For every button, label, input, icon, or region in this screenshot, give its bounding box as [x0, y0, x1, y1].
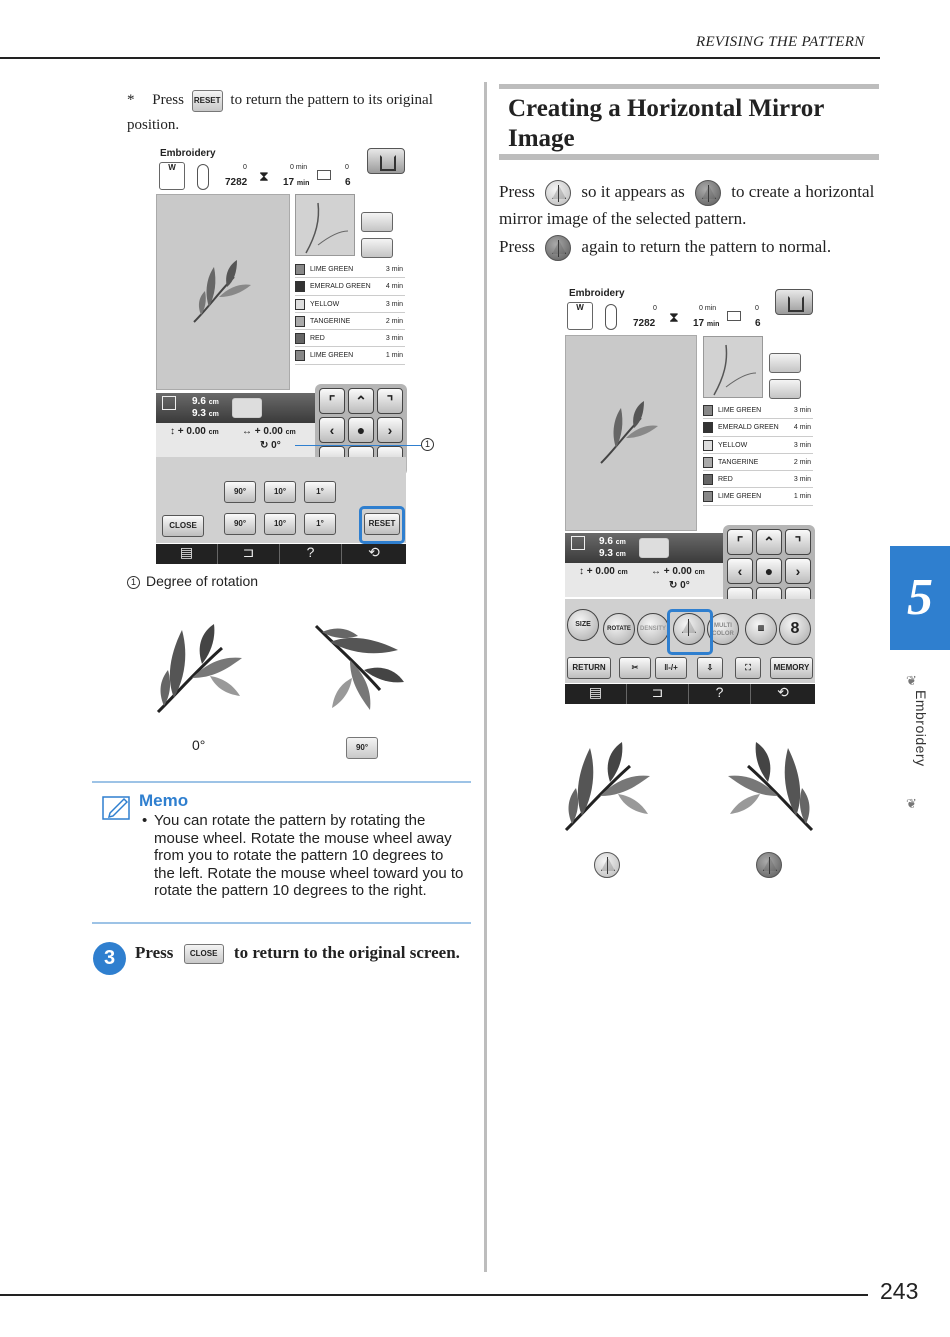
hourglass-icon: ⧗: [259, 168, 269, 184]
rotate-button[interactable]: ROTATE: [603, 613, 635, 645]
density-button[interactable]: DENSITY: [637, 613, 669, 645]
thread-row[interactable]: YELLOW 3 min: [295, 296, 405, 313]
spool-icon: [317, 170, 331, 180]
sample-90-button: 90°: [346, 737, 378, 759]
pattern-height: 9.6: [192, 396, 206, 407]
thread-row[interactable]: EMERALD GREEN 4 min: [703, 419, 813, 436]
arrow-up-left-button[interactable]: ⌜: [319, 388, 345, 414]
hourglass-icon: ⧗: [669, 309, 679, 325]
flower-sample-normal: [560, 738, 656, 834]
pattern-width: 9.3: [192, 408, 206, 419]
min-unit: min: [296, 180, 310, 187]
note-mark: *: [127, 92, 135, 108]
mirror-button-icon: [545, 180, 571, 206]
color-count: 6: [755, 318, 761, 329]
stitch-count: 7282: [633, 318, 656, 329]
para2-press: Press: [499, 237, 535, 256]
machine-icon[interactable]: ⊐: [218, 544, 280, 564]
offset-vertical: 0.00: [595, 566, 615, 577]
mirror-button-icon: [594, 852, 620, 878]
pattern-height: 9.6: [599, 536, 613, 547]
para1-result: to create a horizontal mirror image of the selected pattern.: [499, 182, 875, 229]
header-rule: [0, 57, 880, 59]
thread-row[interactable]: YELLOW 3 min: [703, 437, 813, 454]
running-head: REVISING THE PATTERN: [696, 34, 865, 50]
ornament-icon: ❦: [906, 796, 917, 811]
para1-press: Press: [499, 182, 535, 201]
arrow-up-button[interactable]: ⌃: [348, 388, 374, 414]
jump-stitch-button[interactable]: ✂: [619, 657, 651, 679]
section-heading: [499, 84, 879, 160]
presser-foot-icon: W: [567, 302, 593, 330]
page-number: 243: [880, 1278, 919, 1304]
needle-icon: [197, 164, 209, 190]
pattern-flower-icon: [189, 257, 259, 327]
step-text: [135, 943, 460, 964]
return-button[interactable]: RETURN: [567, 657, 611, 679]
mirror-paragraph-1: [499, 179, 879, 232]
mirror-active-icon: [756, 852, 782, 878]
thread-row[interactable]: LIME GREEN 1 min: [703, 488, 813, 505]
trial-button[interactable]: ⛶: [735, 657, 761, 679]
offset-horizontal: 0.00: [672, 566, 692, 577]
para2-return: again to return the pattern to normal.: [581, 237, 832, 256]
help-button[interactable]: ?: [280, 544, 342, 564]
chapter-tab: 5: [890, 546, 950, 650]
thread-row[interactable]: TANGERINE 2 min: [295, 313, 405, 330]
reset-button-inline: RESET: [192, 90, 223, 112]
bottom-bar: [565, 684, 815, 704]
step-press: Press: [135, 943, 174, 962]
frame-size-button[interactable]: [639, 538, 669, 558]
help-button[interactable]: ?: [689, 684, 751, 704]
caption: [127, 573, 258, 589]
needle-down-button[interactable]: ⇩: [697, 657, 723, 679]
spool-icon: [727, 311, 741, 321]
stitch-count: 7282: [225, 177, 248, 188]
note-press: Press: [152, 92, 184, 108]
mirror-active-icon: [545, 235, 571, 261]
thread-list: [703, 402, 813, 506]
screen-title: Embroidery: [160, 148, 216, 159]
screen-title: Embroidery: [569, 288, 625, 299]
mirror-paragraph-2: [499, 234, 879, 261]
step-number: 3: [93, 942, 126, 975]
pattern-flower-icon: [596, 398, 666, 468]
arrow-up-right-button[interactable]: ⌝: [785, 529, 811, 555]
caption-text: Degree of rotation: [146, 573, 259, 589]
camera-button[interactable]: [361, 212, 393, 232]
color-zero: 0: [755, 305, 759, 312]
frame-size-button[interactable]: [232, 398, 262, 418]
flower-sample-0deg: [152, 620, 248, 716]
callout-marker: 1: [421, 438, 434, 451]
pattern-width: 9.3: [599, 548, 613, 559]
color-count: 6: [345, 177, 351, 188]
side-chapter-label: Embroidery: [913, 690, 929, 767]
flower-sample-90deg: [312, 620, 408, 716]
reset-button[interactable]: RESET: [364, 513, 400, 535]
pattern-preview: [565, 335, 697, 531]
note-after: to return the pattern to its original position.: [127, 92, 433, 133]
machine-icon[interactable]: ⊐: [627, 684, 689, 704]
camera-button[interactable]: [769, 353, 801, 373]
thread-list: [295, 261, 405, 365]
pattern-preview: [156, 194, 290, 390]
arrow-right-button[interactable]: ›: [377, 417, 403, 443]
caption-marker: 1: [127, 576, 140, 589]
rotate-10-right-button[interactable]: 10°: [264, 513, 296, 535]
thread-row[interactable]: RED 3 min: [295, 330, 405, 347]
thread-row[interactable]: LIME GREEN 3 min: [703, 402, 813, 419]
para1-appears: so it appears as: [581, 182, 685, 201]
repeat-button[interactable]: 8: [779, 613, 811, 645]
min-unit: min: [706, 321, 720, 328]
thread-row[interactable]: LIME GREEN 1 min: [295, 347, 405, 364]
callout-line: [295, 445, 421, 446]
stitch-zero: 0: [243, 164, 247, 171]
flower-sample-mirrored: [722, 738, 818, 834]
min-unit: min: [704, 305, 717, 312]
size-icon: [571, 536, 585, 550]
rotate-10-left-button[interactable]: 10°: [264, 481, 296, 503]
frame-button[interactable]: [361, 238, 393, 258]
memo-title: Memo: [139, 791, 189, 810]
needle-icon: [605, 304, 617, 330]
rotation-angle: 0°: [271, 440, 281, 451]
edit-screen: [563, 287, 816, 707]
rotation-angle: 0°: [680, 580, 690, 591]
size-button[interactable]: SIZE: [567, 609, 599, 641]
reset-highlight: [359, 506, 405, 544]
size-icon: [162, 396, 176, 410]
time-zero: 0: [290, 164, 294, 171]
arrow-left-button[interactable]: ‹: [319, 417, 345, 443]
arrow-left-button[interactable]: ‹: [727, 558, 753, 584]
memo-bullet: •: [142, 812, 148, 829]
rotate-90-left-button[interactable]: 90°: [224, 481, 256, 503]
time-total: 17: [283, 177, 295, 188]
memo-text: You can rotate the pattern by rotating the mouse wheel. Rotate the mouse wheel away from you to rotate the pattern 10 degrees to the left. Rotate the mouse wheel toward you to rotate the pattern 10 degrees to the right.: [154, 812, 464, 899]
thread-row[interactable]: LIME GREEN 3 min: [295, 261, 405, 278]
time-zero: 0: [699, 305, 703, 312]
position-panel: ↕ + 0.00 cm ↔ + 0.00 cm ↻ 0°: [565, 563, 815, 597]
multi-color-button[interactable]: MULTI COLOR: [707, 613, 739, 645]
step-after: to return to the original screen.: [233, 943, 460, 962]
thread-row[interactable]: EMERALD GREEN 4 min: [295, 278, 405, 295]
rotate-1-right-button[interactable]: 1°: [304, 513, 336, 535]
home-button[interactable]: [367, 148, 405, 174]
presser-foot-icon: W: [159, 162, 185, 190]
arrow-up-left-button[interactable]: ⌜: [727, 529, 753, 555]
pattern-thumbnail: [703, 336, 763, 398]
memo-pencil-icon: [102, 793, 132, 821]
spool-button[interactable]: ▥: [745, 613, 777, 645]
size-panel: 9.6 cm 9.3 cm: [565, 533, 815, 563]
center-button[interactable]: ●: [756, 558, 782, 584]
arrow-up-right-button[interactable]: ⌝: [377, 388, 403, 414]
mirror-active-icon: [695, 180, 721, 206]
mirror-highlight: [667, 609, 713, 655]
ornament-icon: ❦: [906, 673, 917, 688]
stitch-adjust-button[interactable]: ‖-/+: [655, 657, 687, 679]
min-unit: min: [295, 164, 308, 171]
time-total: 17: [693, 318, 705, 329]
column-divider: [484, 82, 487, 1272]
sample-label-0deg: 0°: [192, 737, 206, 753]
offset-horizontal: 0.00: [263, 426, 283, 437]
settings-icon[interactable]: ⟲: [777, 684, 789, 700]
list-icon[interactable]: ▤: [156, 544, 218, 564]
position-panel: ↕ + 0.00 cm ↔ + 0.00 cm ↻ 0°: [156, 423, 406, 457]
color-zero: 0: [345, 164, 349, 171]
size-panel: 9.6 cm 9.3 cm: [156, 393, 406, 423]
stitch-zero: 0: [653, 305, 657, 312]
section-title: Creating a Horizontal Mirror Image: [508, 95, 824, 152]
rotate-screen: [155, 146, 407, 566]
memory-button[interactable]: MEMORY: [770, 657, 813, 679]
home-button[interactable]: [775, 289, 813, 315]
footer-rule: [0, 1294, 868, 1296]
list-icon[interactable]: ▤: [565, 684, 627, 704]
center-button[interactable]: ●: [348, 417, 374, 443]
step-3: [93, 940, 473, 974]
thread-row[interactable]: RED 3 min: [703, 471, 813, 488]
thread-row[interactable]: TANGERINE 2 min: [703, 454, 813, 471]
settings-icon[interactable]: ⟲: [368, 544, 380, 560]
offset-vertical: 0.00: [186, 426, 206, 437]
pattern-thumbnail: [295, 194, 355, 256]
rotate-90-right-button[interactable]: 90°: [224, 513, 256, 535]
memo-box: [92, 781, 471, 924]
frame-button[interactable]: [769, 379, 801, 399]
arrow-right-button[interactable]: ›: [785, 558, 811, 584]
rotate-1-left-button[interactable]: 1°: [304, 481, 336, 503]
reset-note: [127, 88, 467, 138]
arrow-up-button[interactable]: ⌃: [756, 529, 782, 555]
close-button[interactable]: CLOSE: [162, 515, 204, 537]
bottom-bar: [156, 544, 406, 564]
close-button-inline: CLOSE: [184, 944, 224, 964]
